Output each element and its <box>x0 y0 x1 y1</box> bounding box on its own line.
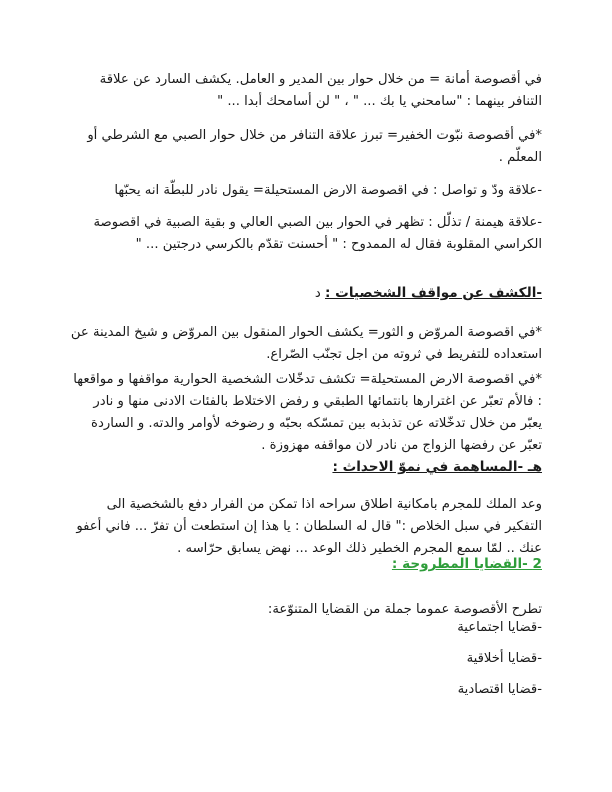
paragraph-domination: -علاقة هيمنة / تذلّل : تظهر في الحوار بين الصبي العالي و بقية الصبية في اقصوصة الكراسي المقلوبة فقال له الممدوح : " أحسنت تقدّم بالكرسي درجتين ... " <box>93 215 542 253</box>
heading-text: -الكشف عن مواقف الشخصيات : <box>324 285 542 301</box>
paragraph-impossible-land: *في اقصوصة الارض المستحيلة= تكشف تدخّلات الشخصية الحوارية مواقفها و مواقعها : فالأم تعبّر عن اغترارها بانتمائها الطبقي و رفض الاختلاط بالفئات الادنى منها و نادر يعبّر من خلال تدخّلاته عن تذبذبه بين تمسّكه بحبّه و رضوخه لأوامر والدته. و الساردة تعبّر عن رفضها الزواج من نادر لان مواقفه مهزوزة . <box>73 372 542 454</box>
paragraph-king-promise: وعد الملك للمجرم بامكانية اطلاق سراحه اذا تمكن من الفرار دفع بالشخصية الى التفكير في سبل الخلاص :" قال له السلطان : يا هذا إن استطعت أن تفرّ ... فاني أعفو عنك .. لمّا سمع المجرم الخطير ذلك الوعد ... نهض يسابق حرّاسه . <box>76 497 542 557</box>
heading-text: هـ -المساهمة في نموّ الاحداث : <box>332 459 542 475</box>
heading-text: 2 -القضايا المطروحة : <box>391 556 542 572</box>
heading-issues <box>70 553 542 576</box>
heading-letter: د <box>314 286 321 301</box>
paragraph-tamer: *في اقصوصة المروّض و الثور= يكشف الحوار المنقول بين المروّض و شيخ المدينة عن استعداده للتفريط في ثروته من اجل تجنّب الصّراع. <box>70 325 542 363</box>
paragraph-affection: -علاقة ودّ و تواصل : في اقصوصة الارض المستحيلة= يقول نادر للبطّة انه يحبّها <box>114 183 542 199</box>
paragraph-amana: في أقصوصة أمانة = من خلال حوار بين المدير و العامل. يكشف السارد عن علاقة التنافر بينهما : "سامحني يا بك ... " ، " لن أسامحك أبدا ... " <box>99 72 542 110</box>
list-item: -قضايا اقتصادية <box>457 682 542 697</box>
paragraph-nabbout: *في أقصوصة نبّوت الخفير= تبرز علاقة التنافر من خلال حوار الصبي مع الشرطي أو المعلّم . <box>87 128 542 166</box>
heading-characters-positions <box>70 282 542 305</box>
list-item: -قضايا اجتماعية <box>457 620 542 635</box>
paragraph-issues-intro: تطرح الأقصوصة عموما جملة من القضايا المتنوّعة: <box>267 602 542 618</box>
list-item: -قضايا أخلاقية <box>466 651 542 666</box>
heading-events-growth <box>70 456 542 479</box>
